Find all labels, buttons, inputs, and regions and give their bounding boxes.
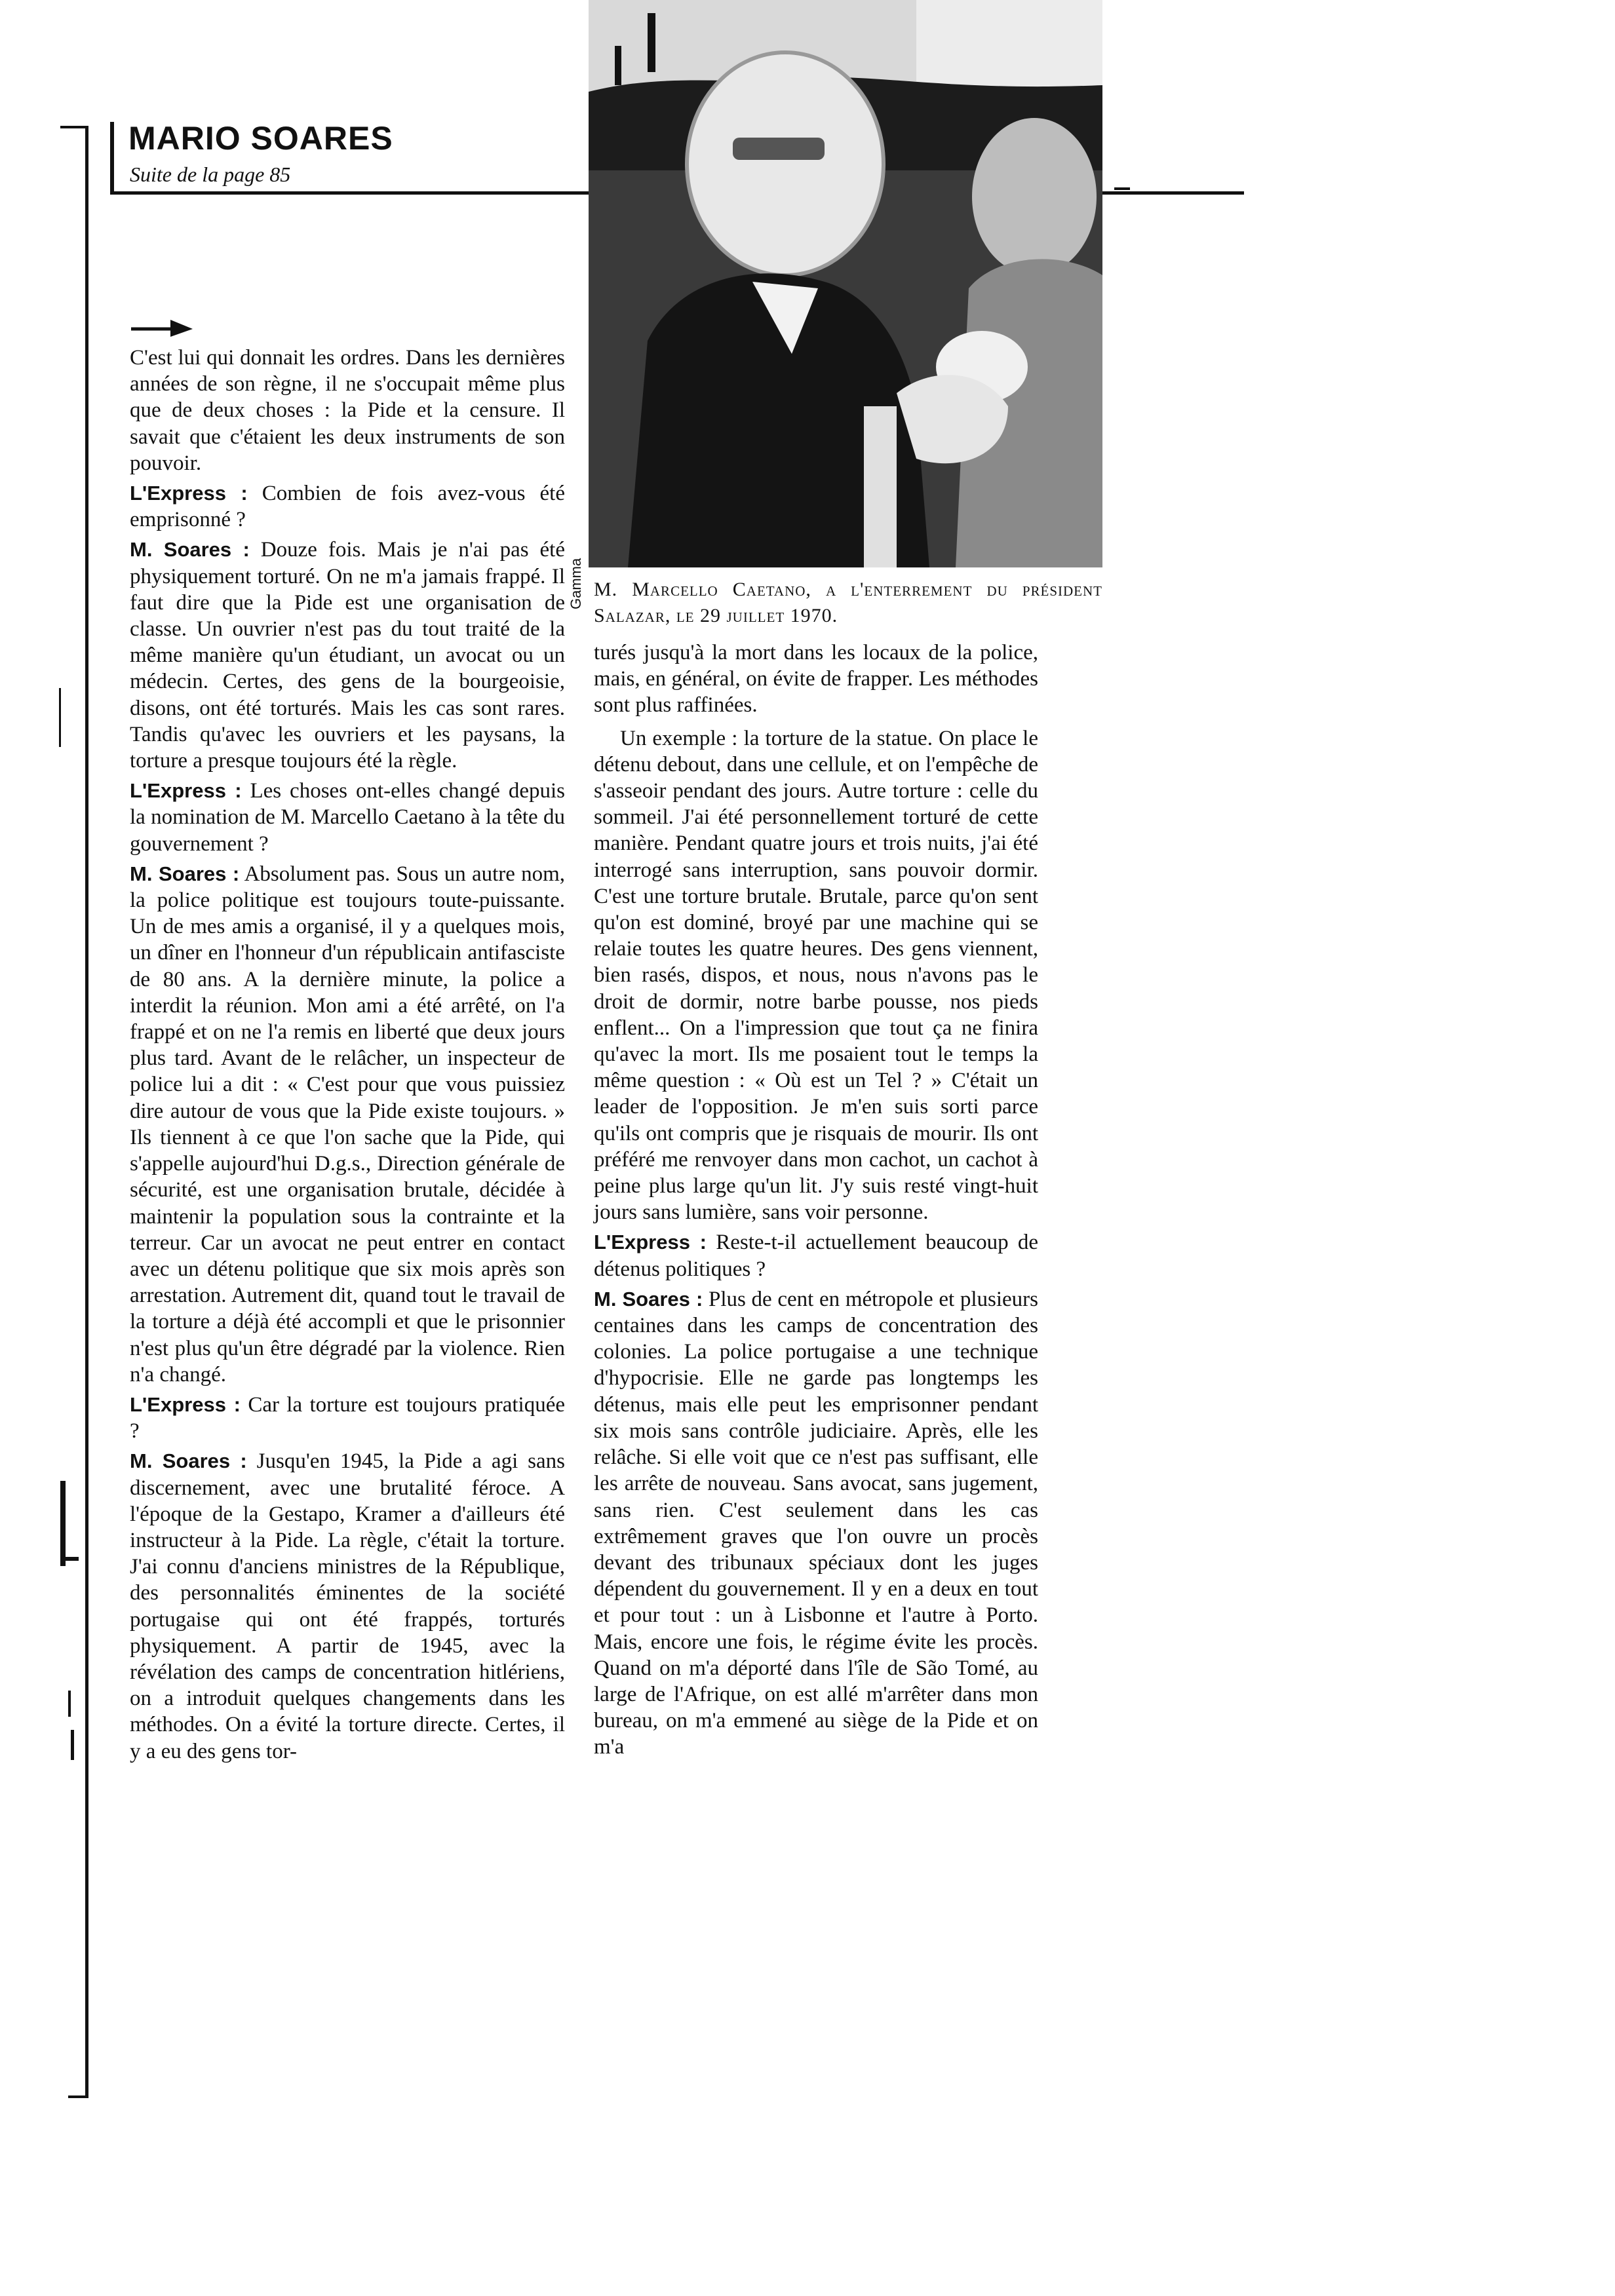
page-title: MARIO SOARES [128,120,393,157]
paragraph-text: Un exemple : la torture de la statue. On place le détenu debout, dans une cellule, et on l'empêche de s'asseoir pendant des jours. Autre torture : celle du sommeil. J'ai été personnellement torturé de cette manière. Pendant quatre jours et trois nuits, j'ai été interrogé sans interruption, sans pouvoir dormir. C'est une torture brutale. Brutale, parce qu'on sent qu'on est dominé, broyé par une machine qui se relaie toutes les quatre heures. Des gens viennent, bien rasés, dispos, et nous, nous n'avons pas le droit de dormir, notre barbe pousse, nos pieds enflent... On a l'impression que tout ça ne finira qu'avec la mort. Ils me posaient tout le temps la même question : « Où est un Tel ? » C'était un leader de l'opposition. Je m'en suis sorti parce qu'ils ont compris que je risquais de mourir. Ils ont préféré me renvoyer dans mon cachot, un cachot à peine plus large qu'un lit. J'y suis resté vingt-huit jours sans lumière, sans voir personne. [594,726,1038,1225]
paragraph-text: Douze fois. Mais je n'ai pas été physiquement torturé. On ne m'a jamais frappé. Il faut dire que la Pide est une organisation de classe. Un ouvrier n'est pas du tout traité de la même manière qu'un étudiant, un avocat ou un médecin. Certes, des gens de la bourgeoisie, disons, ont été torturés. Mais les cas sont rares. Tandis qu'avec les ouvriers et les paysans, la torture a presque toujours été la règle. [130,538,566,773]
speaker-label: L'Express : [130,1392,241,1416]
speaker-label: M. Soares : [130,1449,247,1473]
paragraph-text: Combien de fois avez-vous été emprisonné ? [130,482,565,532]
left-border-rule [85,126,88,2098]
paragraph-text: Jusqu'en 1945, la Pide a agi sans discernement, avec une brutalité féroce. A l'époque de la Gestapo, Kramer a d'ailleurs été instructeur à la Pide. La règle, c'était la torture. J'ai connu d'anciens ministres de la République, des personnalités éminentes de la société portugaise qui ont été frappés, torturés physiquement. A partir de 1945, avec la révélation des camps de concentration hitlériens, on a introduit quelques changements dans les méthodes. On a évité la torture directe. Certes, il y a eu des gens tor- [130,1449,565,1763]
article-paragraph [130,480,565,533]
article-paragraph [594,1286,1038,1761]
photo-image [589,0,1102,567]
margin-mark [1114,187,1130,190]
margin-mark [59,688,61,747]
article-paragraph [594,1229,1038,1282]
article-paragraph [130,1448,565,1764]
margin-mark [68,1691,71,1717]
article-paragraph [594,640,1038,719]
photo-credit: Gamma [568,558,584,609]
paragraph-text: Les choses ont-elles changé depuis la nomination de M. Marcello Caetano à la tête du gouvernement ? [130,779,566,856]
article-paragraph [130,861,565,1388]
speaker-label: L'Express : [130,779,242,803]
continuation-note: Suite de la page 85 [130,163,291,186]
paragraph-text: Car la torture est toujours pratiquée ? [130,1392,565,1444]
paragraph-text: turés jusqu'à la mort dans les locaux de la police, mais, en général, on évite de frapper. Les méthodes sont plus raffinées. [594,641,1038,718]
article-paragraph [130,778,565,857]
paragraph-text: C'est lui qui donnait les ordres. Dans les dernières années de son règne, il ne s'occupait même plus que de deux choses : la Pide et la censure. Il savait que c'étaient les deux instruments de son pouvoir. [130,346,565,475]
speaker-label: M. Soares : [130,862,240,885]
article-paragraph [130,537,565,774]
speaker-label: M. Soares : [594,1287,703,1311]
speaker-label: M. Soares : [130,538,250,562]
article-column-right [594,640,1038,1761]
paragraph-text: Plus de cent en métropole et plusieurs centaines dans les camps de concentration des colonies. La police portugaise a une technique d'hypocrisie. Elle ne garde pas longtemps les détenus, mais elle peut les emprisonner pendant six mois sans contrôle judiciaire. Après, elle les relâche. Si elle voit que ce n'est pas suffisant, elle les arrête de nouveau. Sans avocat, sans jugement, sans rien. C'est seulement dans les cas extrêmement graves que l'on ouvre un procès devant des tribunaux spéciaux dont les juges dépendent du gouvernement. Il y en a deux en tout et pour tout : un à Lisbonne et l'autre à Porto. Mais, encore une fois, le régime évite les procès. Quand on m'a déporté dans l'île de São Tomé, au large de l'Afrique, on est allé m'arrêter dans mon bureau, on m'a emmené au siège de la Pide et on m'a [594,1287,1039,1759]
paragraph-text: Reste-t-il actuellement beaucoup de détenus politiques ? [594,1231,1039,1281]
article-paragraph [130,345,565,476]
left-border-top-tick [60,126,87,128]
right-arrow-icon [130,315,193,341]
header-left-rule [110,122,114,194]
article-paragraph [594,725,1038,1226]
margin-mark [66,1557,79,1561]
article-paragraph [130,1392,565,1444]
margin-mark [71,1730,74,1760]
photo-caption: M. Marcello Caetano, a l'enterrement du président Salazar, le 29 juillet 1970. [594,579,1102,626]
paragraph-text: Absolument pas. Sous un autre nom, la police politique est toujours toute-puissante. Un de mes amis a organisé, il y a quelques mois, un dîner en l'honneur d'un républicain antifasciste de 80 ans. A la dernière minute, la police a interdit la réunion. Mon ami a été arrêté, on l'a frappé et on ne l'a remis en liberté que deux jours plus tard. Avant de le relâcher, un inspecteur de police lui a dit : « C'est pour que vous puissiez dire autour de vous que la Pide existe toujours. » Ils tiennent à ce que l'on sache que la Pide, qui s'appelle aujourd'hui D.g.s., Direction générale de sécurité, est une organisation brutale, décidée à maintenir la population sous la contrainte et la terreur. Car un avocat ne peut entrer en contact avec un détenu politique que six mois après son arrestation. Autrement dit, quand tout le travail de la torture a déjà été accompli et que le prisonnier n'est plus qu'un être dégradé par la violence. Rien n'a changé. [130,862,565,1387]
left-border-bottom-tick [68,2095,87,2098]
speaker-label: L'Express : [594,1231,707,1254]
news-photo [589,0,1102,567]
margin-mark [60,1481,66,1566]
article-column-left [130,345,565,1765]
speaker-label: L'Express : [130,482,248,505]
